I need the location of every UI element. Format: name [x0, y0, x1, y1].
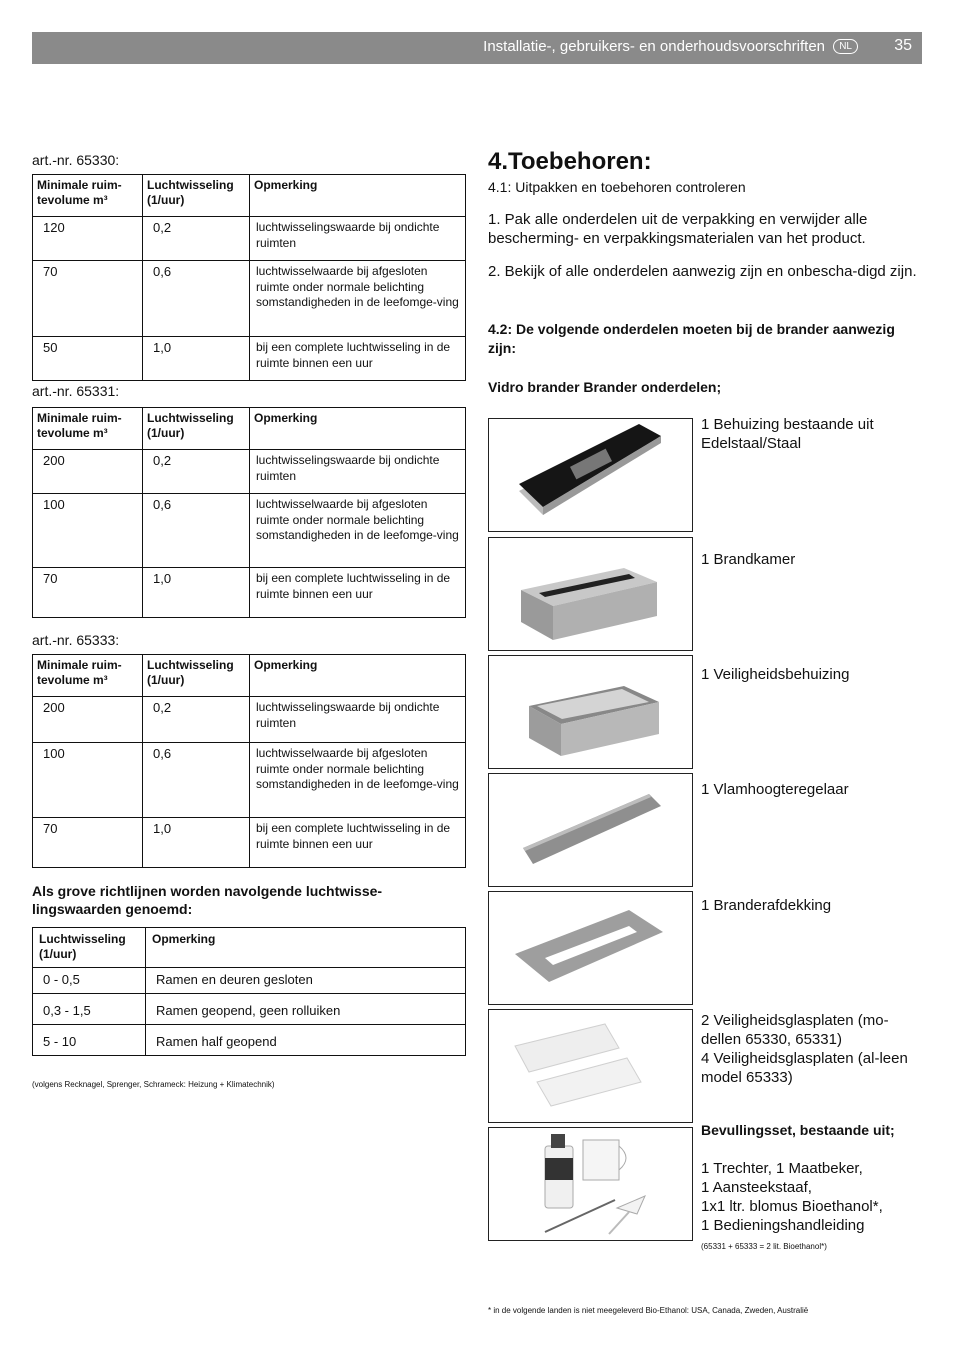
- table-row: 0 - 0,5 Ramen en deuren gesloten: [33, 968, 466, 994]
- table-row: 100 0,6 luchtwisselwaarde bij afgesloten ruimte onder normale belichting somstandigheden in de leefomge-ving: [33, 743, 466, 818]
- col-header-volume: Minimale ruim- tevolume m³: [33, 408, 143, 450]
- col-header-exchange: Luchtwisseling (1/uur): [143, 175, 250, 217]
- part-caption-filling-set: 1 Trechter, 1 Maatbeker, 1 Aansteekstaaf, 1x1 ltr. blomus Bioethanol*, 1 Bedieningshandleiding: [701, 1160, 883, 1234]
- art-label-65330: art.-nr. 65330:: [32, 152, 120, 168]
- parts-heading: Vidro brander Brander onderdelen;: [488, 379, 722, 395]
- glass-plates-photo: [488, 1009, 693, 1123]
- table-row: 70 1,0 bij een complete luchtwisseling in de ruimte binnen een uur: [33, 818, 466, 868]
- flame-regulator-photo: [488, 773, 693, 887]
- part-caption-burn-chamber: 1 Brandkamer: [701, 551, 796, 568]
- table-row: 200 0,2 luchtwisselingswaarde bij ondichte ruimten: [33, 697, 466, 743]
- paragraph-1: 1. Pak alle onderdelen uit de verpakking en verwijder alle bescherming- en verpakkingsmaterialen van het product.: [488, 211, 868, 247]
- subsection-4-2: 4.2: De volgende onderdelen moeten bij de brander aanwezig zijn:: [488, 321, 895, 356]
- safety-housing-photo: [488, 655, 693, 769]
- table-row: 100 0,6 luchtwisselwaarde bij afgesloten ruimte onder normale belichting somstandigheden in de leefomge-ving: [33, 494, 466, 568]
- subsection-4-1: 4.1: Uitpakken en toebehoren controleren: [488, 179, 746, 195]
- col-header-exchange: Luchtwisseling (1/uur): [33, 928, 146, 968]
- page-header: [32, 32, 922, 64]
- part-caption-burner-cover: 1 Branderafdekking: [701, 897, 832, 914]
- table-row: 120 0,2 luchtwisselingswaarde bij ondichte ruimten: [33, 217, 466, 261]
- table-65333: [32, 654, 466, 868]
- col-header-exchange: Luchtwisseling (1/uur): [143, 408, 250, 450]
- page-number: 35: [894, 37, 912, 54]
- table-65330: [32, 174, 466, 381]
- part-caption-flame-regulator: 1 Vlamhoogteregelaar: [701, 781, 849, 798]
- art-label-65333: art.-nr. 65333:: [32, 632, 120, 648]
- set-note: (65331 + 65333 = 2 lit. Bioethanol*): [701, 1242, 827, 1251]
- burn-chamber-photo: [488, 537, 693, 651]
- col-header-volume: Minimale ruim- tevolume m³: [33, 175, 143, 217]
- table-row: 0,3 - 1,5 Ramen geopend, geen rolluiken: [33, 994, 466, 1025]
- section-title: 4.Toebehoren:: [488, 148, 652, 175]
- housing-photo: [488, 418, 693, 532]
- burner-cover-photo: [488, 891, 693, 1005]
- part-caption-glass-plates: 2 Veiligheidsglasplaten (mo-dellen 65330, 65331) 4 Veiligheidsglasplaten (al-leen model 65333): [701, 1012, 908, 1086]
- paragraph-2: 2. Bekijk of alle onderdelen aanwezig zijn en onbescha-digd zijn.: [488, 263, 917, 280]
- footnote: * in de volgende landen is niet meegeleverd Bio-Ethanol: USA, Canada, Zweden, Australië: [488, 1306, 809, 1315]
- header-title: Installatie-, gebruikers- en onderhoudsvoorschriften NL: [483, 38, 858, 55]
- table-row: 50 1,0 bij een complete luchtwisseling in de ruimte binnen een uur: [33, 337, 466, 381]
- col-header-volume: Minimale ruim- tevolume m³: [33, 655, 143, 697]
- col-header-exchange: Luchtwisseling (1/uur): [143, 655, 250, 697]
- col-header-note: Opmerking: [250, 655, 466, 697]
- language-badge: NL: [833, 39, 858, 54]
- table-row: 200 0,2 luchtwisselingswaarde bij ondichte ruimten: [33, 450, 466, 494]
- guide-table: [32, 927, 466, 1056]
- part-caption-housing: 1 Behuizing bestaande uit Edelstaal/Staal: [701, 416, 874, 452]
- table-65331: [32, 407, 466, 618]
- source-note: (volgens Recknagel, Sprenger, Schrameck: Heizung + Klimatechnik): [32, 1080, 275, 1089]
- part-caption-safety-housing: 1 Veiligheidsbehuizing: [701, 666, 850, 683]
- table-row: 70 1,0 bij een complete luchtwisseling in de ruimte binnen een uur: [33, 568, 466, 618]
- table-row: 5 - 10 Ramen half geopend: [33, 1025, 466, 1056]
- part-caption-filling-set-title: Bevullingsset, bestaande uit;: [701, 1122, 895, 1138]
- guide-heading: Als grove richtlijnen worden navolgende luchtwisse-lingswaarden genoemd:: [32, 883, 383, 917]
- table-row: 70 0,6 luchtwisselwaarde bij afgesloten ruimte onder normale belichting somstandigheden in de leefomge-ving: [33, 261, 466, 337]
- art-label-65331: art.-nr. 65331:: [32, 383, 120, 399]
- col-header-note: Opmerking: [250, 175, 466, 217]
- filling-set-photo: [488, 1127, 693, 1241]
- col-header-note: Opmerking: [146, 928, 466, 968]
- col-header-note: Opmerking: [250, 408, 466, 450]
